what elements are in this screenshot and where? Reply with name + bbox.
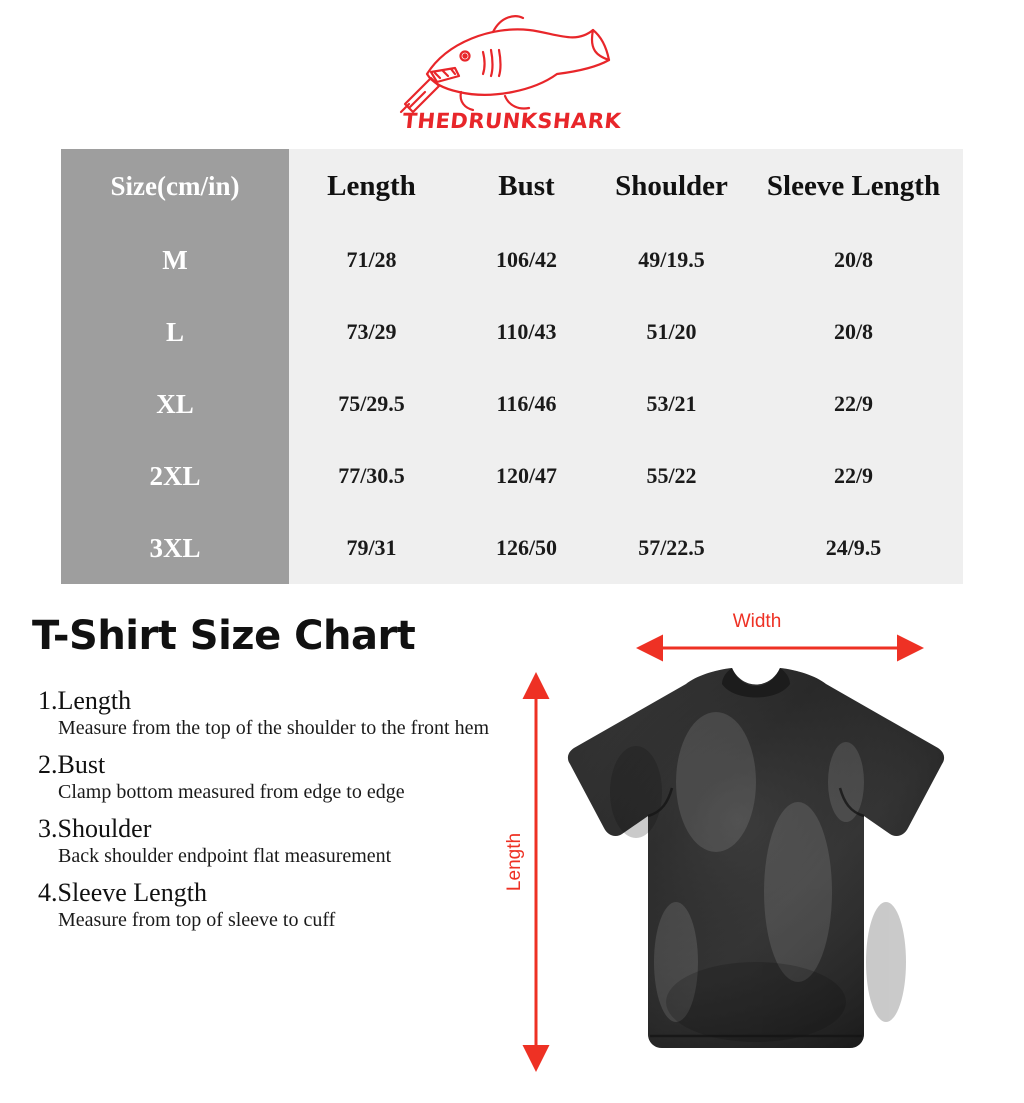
column-header-length: Length — [289, 149, 454, 224]
instruction-desc: Back shoulder endpoint flat measurement — [58, 845, 392, 867]
instruction-desc: Measure from the top of the shoulder to the front hem — [58, 717, 489, 739]
size-chart-table — [61, 149, 963, 584]
width-dimension-label: Width — [732, 611, 782, 632]
list-item — [38, 750, 508, 804]
cell-shoulder: 51/20 — [599, 296, 744, 368]
brand-name: THEDRUNKSHARK — [401, 108, 623, 133]
tshirt-diagram — [490, 596, 1024, 1103]
instruction-title: 2.Bust — [38, 750, 106, 779]
page-title: T-Shirt Size Chart — [32, 613, 416, 659]
cell-sleeve: 22/9 — [744, 440, 963, 512]
table-header-row — [61, 149, 963, 224]
instruction-title: 1.Length — [38, 686, 132, 715]
instruction-title: 4.Sleeve Length — [38, 878, 207, 907]
cell-size: M — [61, 224, 289, 296]
table-row — [61, 440, 963, 512]
cell-size: XL — [61, 368, 289, 440]
measurement-instructions — [38, 686, 508, 942]
measurement-guide-section — [0, 596, 1024, 1103]
tshirt-illustration — [546, 662, 966, 1082]
cell-bust: 126/50 — [454, 512, 599, 584]
cell-size: 3XL — [61, 512, 289, 584]
cell-length: 71/28 — [289, 224, 454, 296]
cell-size: 2XL — [61, 440, 289, 512]
cell-length: 75/29.5 — [289, 368, 454, 440]
cell-size: L — [61, 296, 289, 368]
list-item — [38, 686, 508, 740]
cell-shoulder: 57/22.5 — [599, 512, 744, 584]
cell-shoulder: 53/21 — [599, 368, 744, 440]
list-item — [38, 814, 508, 868]
cell-sleeve: 22/9 — [744, 368, 963, 440]
cell-bust: 110/43 — [454, 296, 599, 368]
column-header-shoulder: Shoulder — [599, 149, 744, 224]
cell-length: 73/29 — [289, 296, 454, 368]
length-dimension-label: Length — [504, 832, 525, 892]
column-header-sleeve-length: Sleeve Length — [744, 149, 963, 224]
instruction-desc: Measure from top of sleeve to cuff — [58, 909, 336, 931]
shark-logo-icon — [397, 12, 627, 122]
cell-shoulder: 49/19.5 — [599, 224, 744, 296]
table-row — [61, 368, 963, 440]
list-item — [38, 878, 508, 932]
table-row — [61, 512, 963, 584]
column-header-size: Size(cm/in) — [61, 149, 289, 224]
cell-bust: 116/46 — [454, 368, 599, 440]
instruction-title: 3.Shoulder — [38, 814, 152, 843]
cell-bust: 106/42 — [454, 224, 599, 296]
cell-sleeve: 20/8 — [744, 224, 963, 296]
table-row — [61, 224, 963, 296]
column-header-bust: Bust — [454, 149, 599, 224]
cell-sleeve: 20/8 — [744, 296, 963, 368]
brand-logo — [0, 8, 1024, 140]
cell-shoulder: 55/22 — [599, 440, 744, 512]
cell-sleeve: 24/9.5 — [744, 512, 963, 584]
instruction-desc: Clamp bottom measured from edge to edge — [58, 781, 405, 803]
cell-length: 79/31 — [289, 512, 454, 584]
table-row — [61, 296, 963, 368]
cell-bust: 120/47 — [454, 440, 599, 512]
cell-length: 77/30.5 — [289, 440, 454, 512]
